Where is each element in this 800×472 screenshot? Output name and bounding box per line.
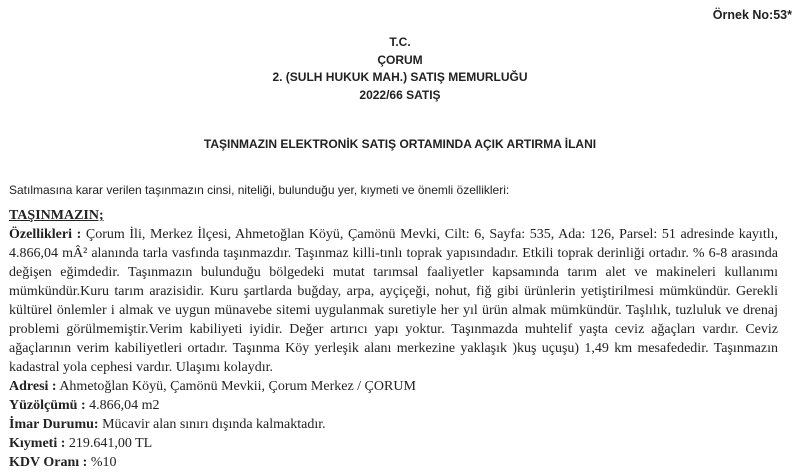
- address-label: Adresi :: [9, 379, 57, 394]
- intro-text: Satılmasına karar verilen taşınmazın cinsi, niteliği, bulunduğu yer, kıymeti ve önemli özellikleri:: [9, 183, 510, 197]
- property-description: [9, 225, 778, 377]
- area-row: [9, 396, 778, 415]
- address-value: Ahmetoğlan Köyü, Çamönü Mevkii, Çorum Merkez / ÇORUM: [59, 379, 416, 394]
- header-line-city: ÇORUM: [377, 52, 423, 67]
- zoning-row: [9, 415, 778, 434]
- vat-row: [9, 453, 778, 472]
- header-line-tc: T.C.: [389, 35, 411, 49]
- features-text: Çorum İli, Merkez İlçesi, Ahmetoğlan Köyü, Çamönü Mevki, Cilt: 6, Sayfa: 535, Ada: 126, Parsel: 51 adresinde kayıtlı, 4.866,04 mÂ² alanında tarla vasfında taşınmazdır. Taşınmaz killi-tınlı toprak yapısındadır. Etkili toprak derinliği ortadır. % 6-8 arasında değişen eğimdedir. Taşınmazın bulunduğu bölgedeki mutat tarımsal faaliyetler kapsamında tarım alet ve makineleri kullanımı mümkündür.Kuru tarım arazisidir. Kuru şartlarda buğday, arpa, ayçiçeği, nohut, fiğ gibi ürünlerin yetiştirilmesi mümkündür. Gerekli kültürel önlemler i almak ve uygun münavebe sitemi uygulanmak suretiyle her yıl ürün almak mümkündür. Taşlılık, tuzluluk ve drenaj problemi görülmemiştir.Verim kabiliyeti iyidir. Değer artırıcı yapı yoktur. Taşınmazda muhtelif yaşta ceviz ağaçları vardır. Ceviz ağaçlarının verim kabiliyetleri ortadır. Taşınma Köy yerleşik alanı merkezine yaklaşık )kuş uçuşu) 1,49 km mesafededir. Taşınmazın kadastral yola cephesi vardır. Ulaşımı kolaydır.: [9, 227, 778, 375]
- value-row: [9, 434, 778, 453]
- vat-label: KDV Oranı :: [9, 455, 88, 470]
- value-value: 219.641,00 TL: [68, 436, 153, 451]
- vat-value: %10: [90, 455, 117, 470]
- area-value: 4.866,04 m2: [89, 398, 160, 413]
- value-label: Kıymeti :: [9, 436, 66, 451]
- header-line-office: 2. (SULH HUKUK MAH.) SATIŞ MEMURLUĞU: [272, 70, 528, 84]
- property-section: [9, 206, 778, 472]
- header-line-case-number: 2022/66 SATIŞ: [359, 87, 441, 102]
- address-row: [9, 377, 778, 396]
- zoning-value: Mücavir alan sınırı dışında kalmaktadır.: [102, 417, 326, 432]
- area-label: Yüzölçümü :: [9, 398, 86, 413]
- property-heading: TAŞINMAZIN;: [9, 208, 104, 223]
- issuer-header: [0, 34, 800, 104]
- announcement-title: TAŞINMAZIN ELEKTRONİK SATIŞ ORTAMINDA AÇIK ARTIRMA İLANI: [203, 137, 597, 151]
- sample-number: Örnek No:53*: [712, 8, 792, 22]
- features-label: Özellikleri :: [9, 227, 82, 242]
- zoning-label: İmar Durumu:: [9, 417, 99, 432]
